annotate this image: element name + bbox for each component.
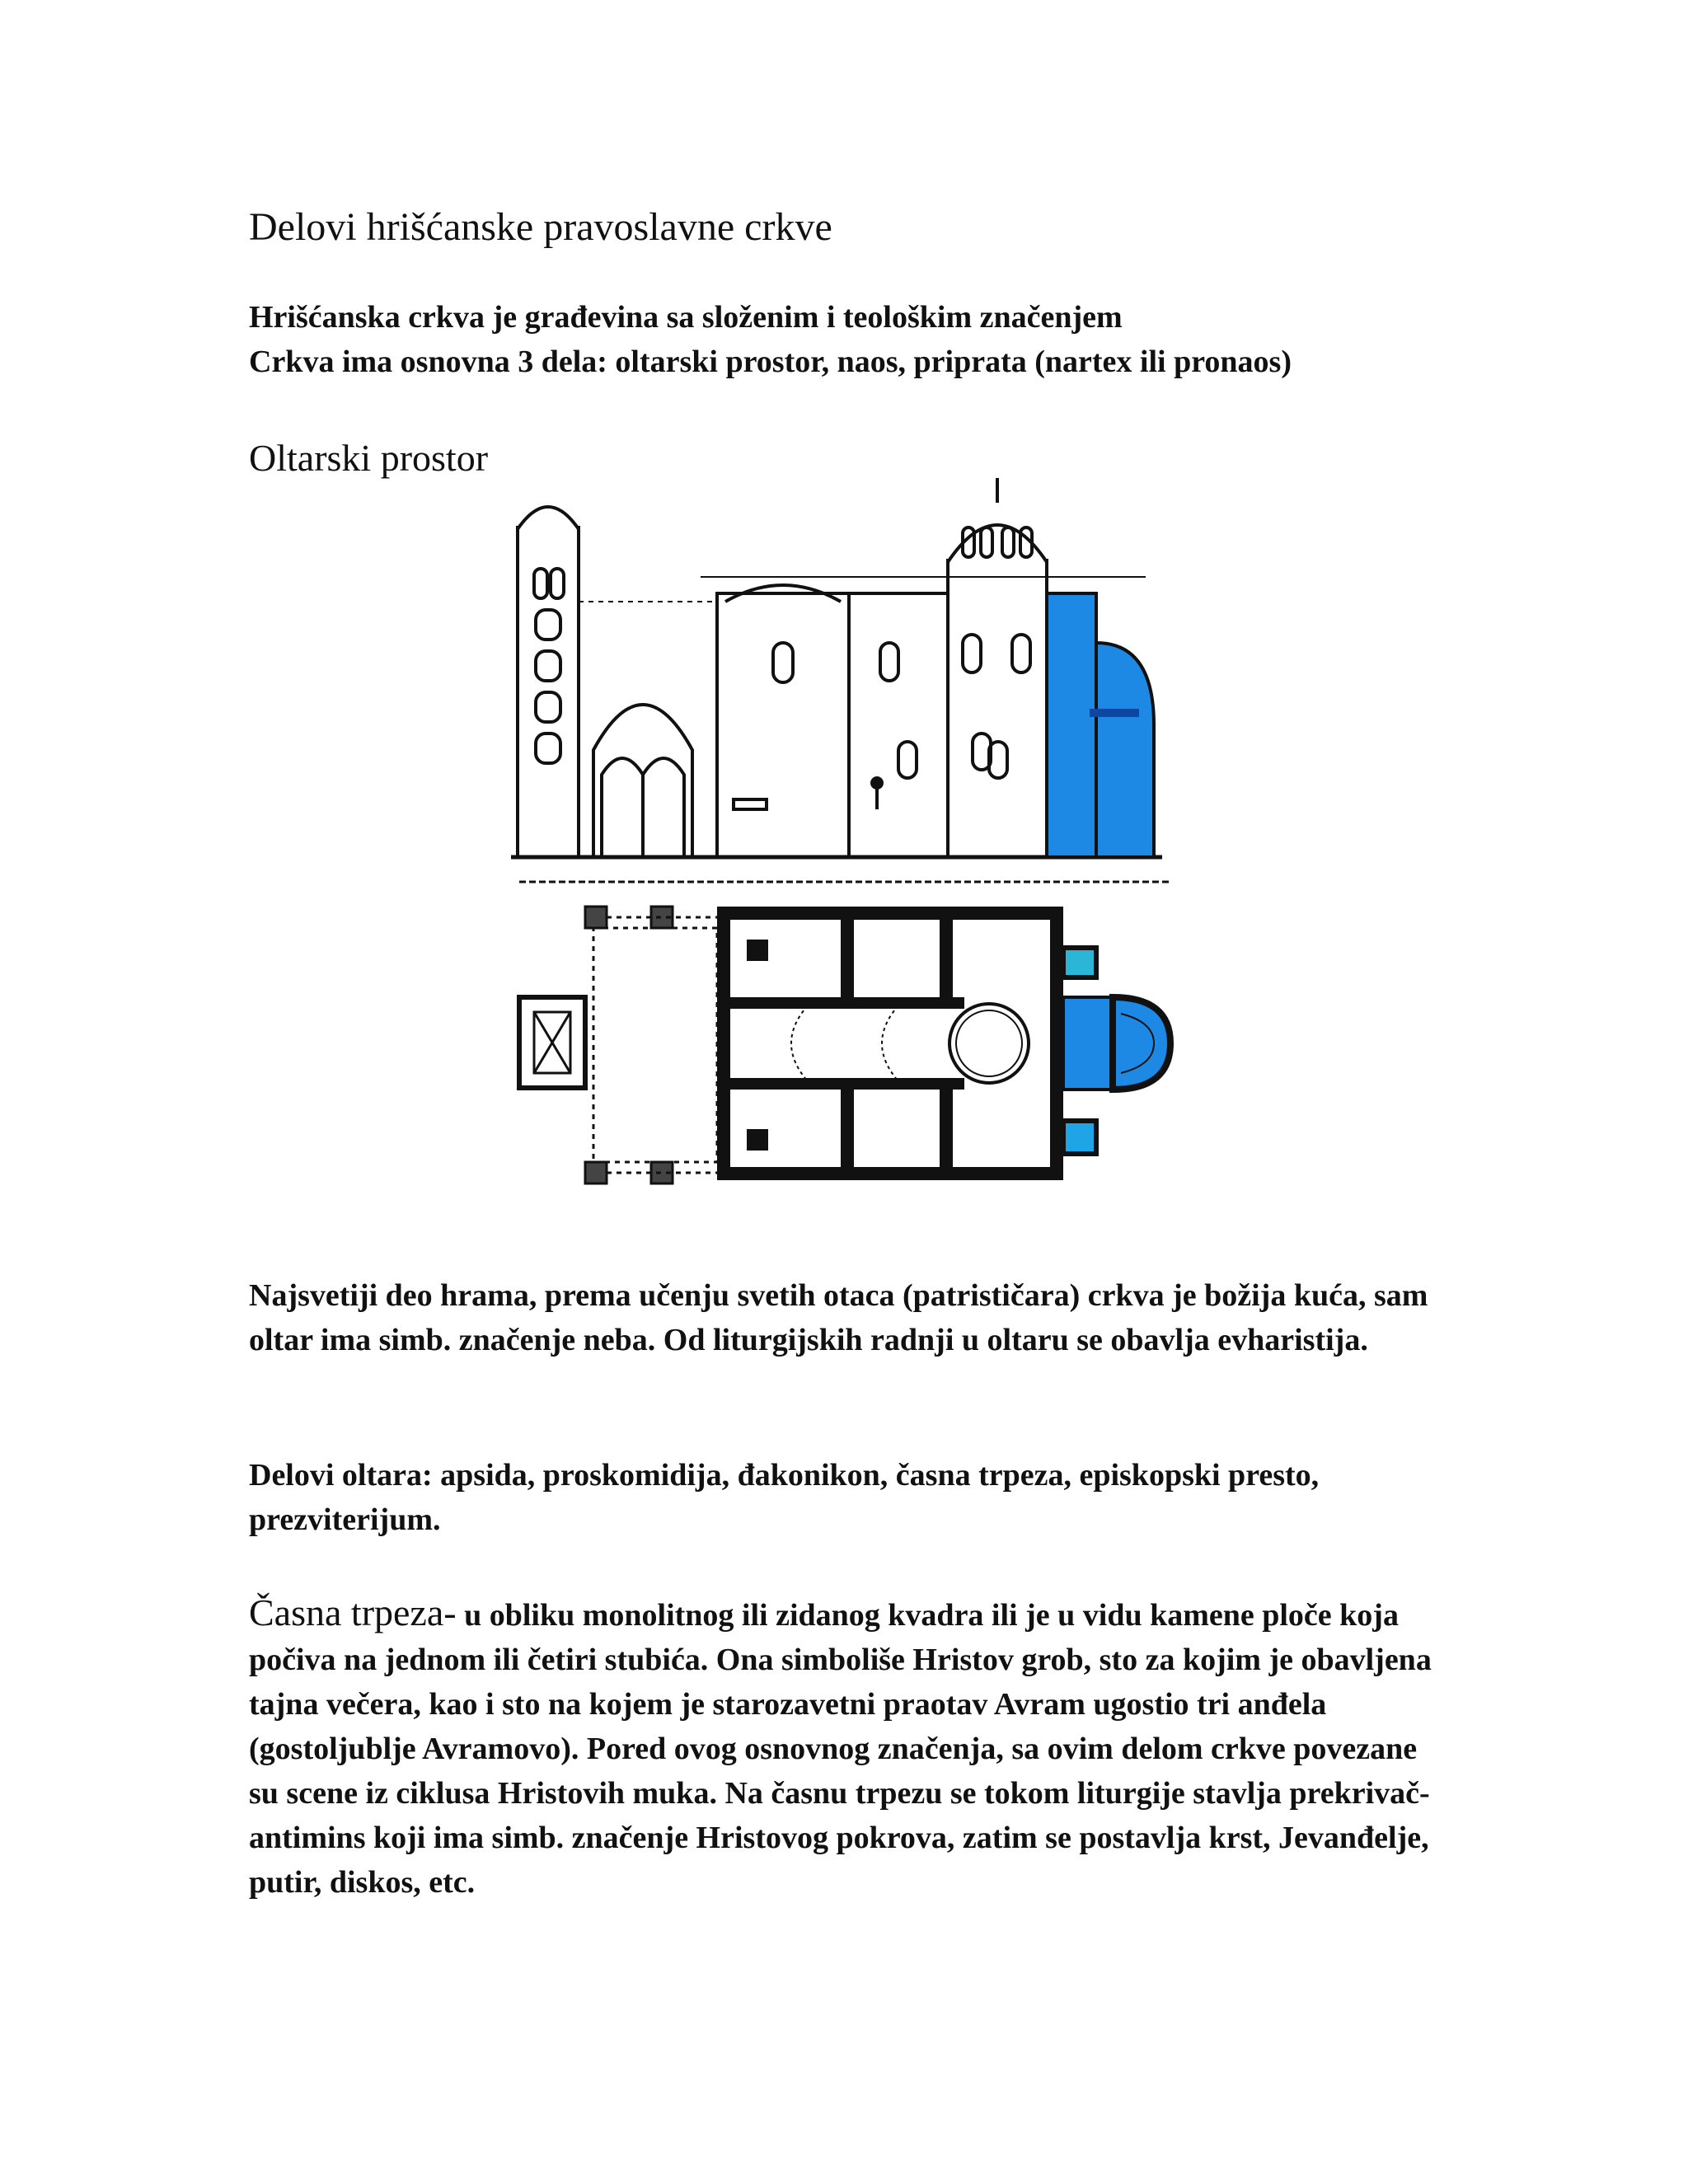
holy-table-term: Časna trpeza- [249,1591,457,1633]
paragraph-altar-meaning: Najsvetiji deo hrama, prema učenju svetih otaca (patrističara) crkva je božija kuća, sam oltar ima simb. značenje neba. Od liturgijskih radnji u oltaru se obavlja evharistija. [249,1278,1428,1357]
holy-table-description: u obliku monolitnog ili zidanog kvadra ili je u vidu kamene ploče koja počiva na jednom ili četiri stubića. Ona simboliše Hristov grob, sto za kojim je obavljena tajna večera, kao i sto na kojem je starozavetni praotav Avram ugostio tri anđela (gostoljublje Avramovo). Pored ovog osnovnog značenja, sa ovim delom crkve povezane su scene iz ciklusa Hristovih muka. Na časnu trpezu se tokom liturgije stavlja prekrivač-antimins koji ima simb. značenje Hristovog pokrova, zatim se postavlja krst, Jevanđelje, putir, diskos, etc. [249,1598,1432,1900]
altar-highlight-section [1047,593,1154,857]
section-heading-altar: Oltarski prostor [249,437,489,479]
intro-line-2: Crkva ima osnovna 3 dela: oltarski prostor, naos, priprata (nartex ili pronaos) [249,344,1292,379]
intro-line-1: Hrišćanska crkva je građevina sa složenim i teološkim značenjem [249,300,1123,335]
floor-plan-dome-ring [791,1004,1029,1083]
church-architecture-figure [511,478,1179,1188]
page-title: Delovi hrišćanske pravoslavne crkve [249,205,832,249]
paragraph-holy-table [249,1591,1452,1905]
floor-plan-walls [717,907,1063,1180]
intro-text [249,295,1292,384]
church-floor-plan [519,907,717,1183]
paragraph-altar-parts: Delovi oltara: apsida, proskomidija, đakonikon, časna trpeza, episkopski presto, prezviterijum. [249,1458,1320,1537]
altar-highlight-plan [1063,948,1170,1154]
